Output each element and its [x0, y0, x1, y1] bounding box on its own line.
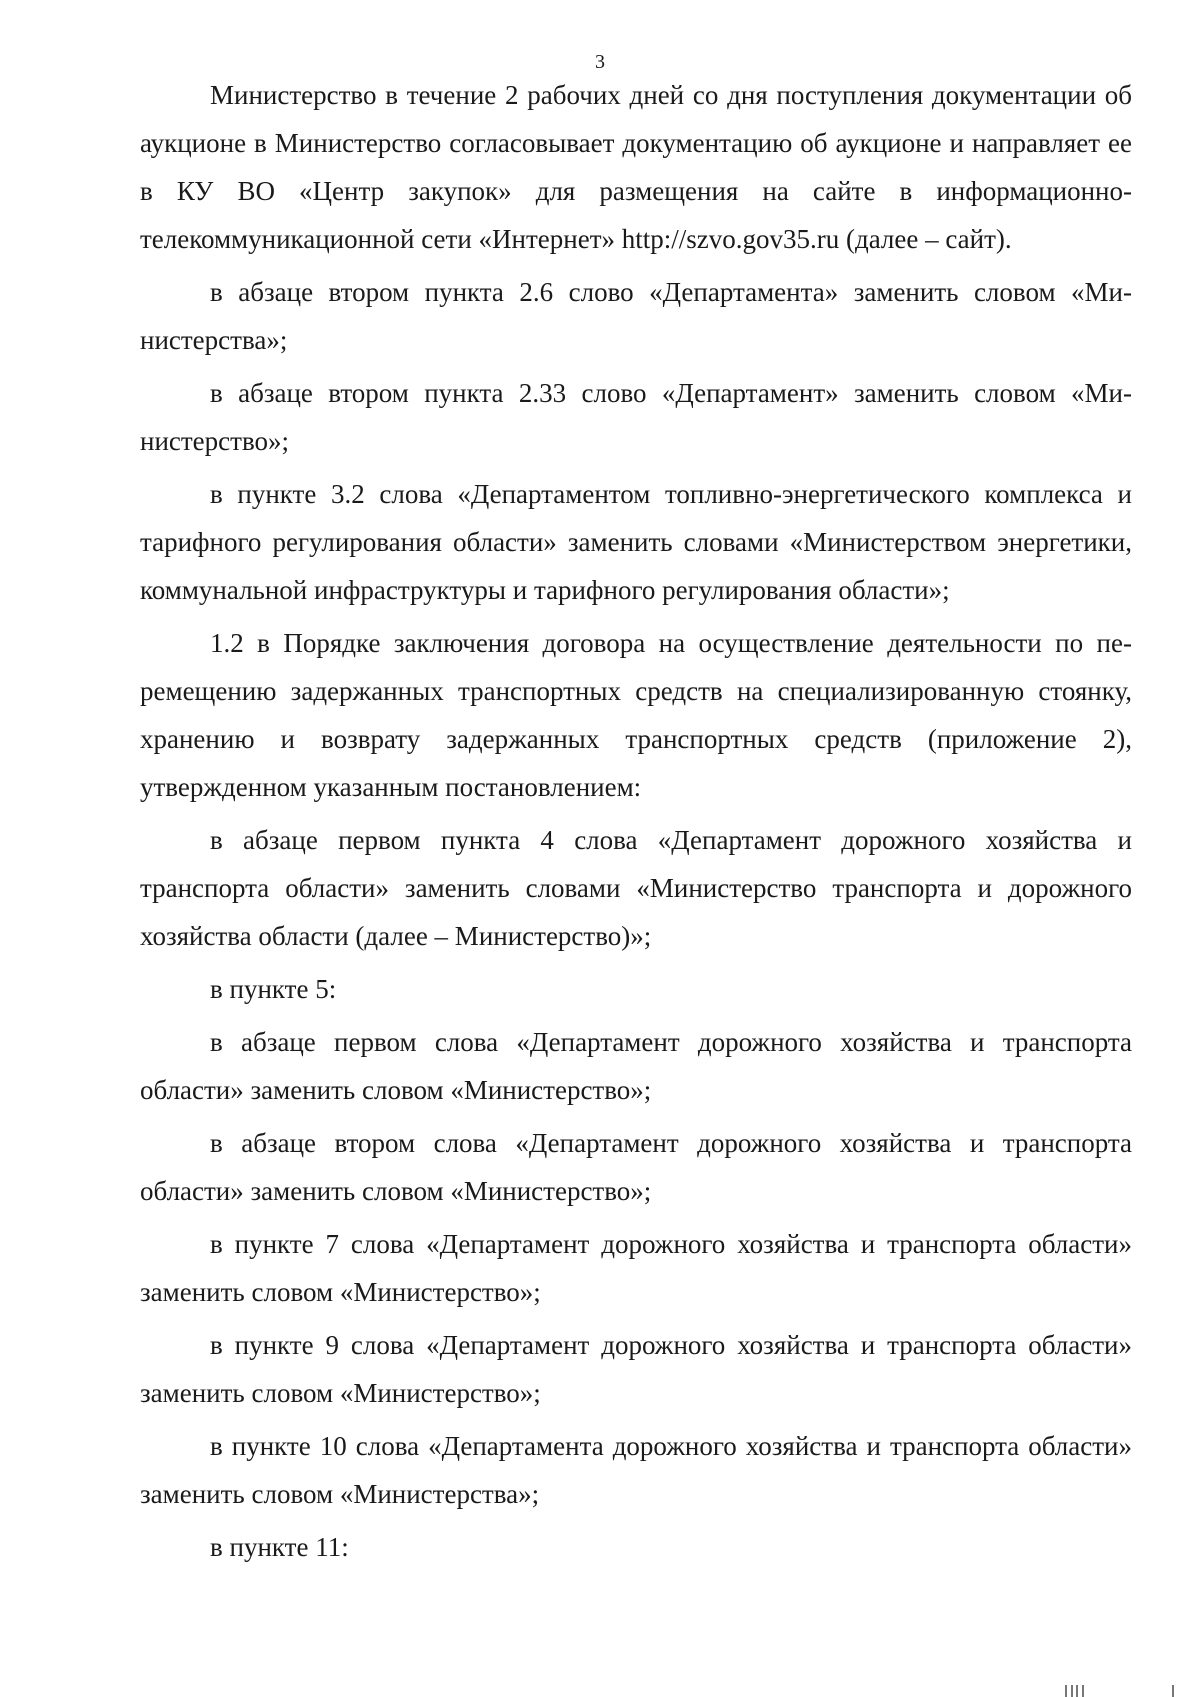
- scan-artifact-mark: [1082, 1685, 1084, 1697]
- scan-artifact-mark: [1071, 1685, 1073, 1697]
- paragraph-item-5-first: в абзаце первом слова «Департамент дорожного хозяйства и транспорта области» заменить словом «Министерство»;: [140, 1027, 1132, 1105]
- paragraph-section-1-2: 1.2 в Порядке заключения договора на осуществление деятельности по перемещению задержанных транспортных средств на специализированную стоянку, хранению и возврату задержанных транспортных средств (приложение 2), утвержденном указанным постановлением:: [140, 628, 1132, 802]
- paragraph-item-7: в пункте 7 слова «Департамент дорожного хозяйства и транспорта области» заменить словом «Министерство»;: [140, 1229, 1132, 1307]
- document-body: [140, 71, 1132, 1576]
- scan-artifact-mark: [1065, 1685, 1067, 1697]
- scan-artifact-mark: [1076, 1685, 1078, 1697]
- paragraph-item-5-second: в абзаце втором слова «Департамент дорожного хозяйства и транспорта области» заменить словом «Министерство»;: [140, 1128, 1132, 1206]
- paragraph-item-2-6: в абзаце втором пункта 2.6 слово «Департамента» заменить словом «Министерства»;: [140, 277, 1132, 355]
- paragraph-item-11-heading: в пункте 11:: [210, 1532, 349, 1562]
- page-number: 3: [595, 51, 605, 73]
- paragraph-item-4: в абзаце первом пункта 4 слова «Департамент дорожного хозяйства и транспорта области» заменить словами «Министерство транспорта и дорожного хозяйства области (далее – Министерство)»;: [140, 825, 1132, 951]
- paragraph-auction-approval: Министерство в течение 2 рабочих дней со дня поступления документации об аукционе в Министерство согласовывает документацию об аукционе и направляет ее в КУ ВО «Центр закупок» для размещения на сайте в информационно-телекоммуникационной сети «Интернет» http://szvo.gov35.ru (далее – сайт).: [140, 80, 1132, 254]
- scan-artifact-mark: [1172, 1685, 1174, 1697]
- paragraph-item-10: в пункте 10 слова «Департамента дорожного хозяйства и транспорта области» заменить словом «Министерства»;: [140, 1431, 1132, 1509]
- paragraph-item-9: в пункте 9 слова «Департамент дорожного хозяйства и транспорта области» заменить словом «Министерство»;: [140, 1330, 1132, 1408]
- paragraph-item-5-heading: в пункте 5:: [210, 974, 337, 1004]
- paragraph-item-2-33: в абзаце втором пункта 2.33 слово «Департамент» заменить словом «Министерство»;: [140, 378, 1132, 456]
- paragraph-item-3-2: в пункте 3.2 слова «Департаментом топливно-энергетического комплекса и тарифного регулирования области» заменить словами «Министерством энергетики, коммунальной инфраструктуры и тарифного регулирования области»;: [140, 479, 1132, 605]
